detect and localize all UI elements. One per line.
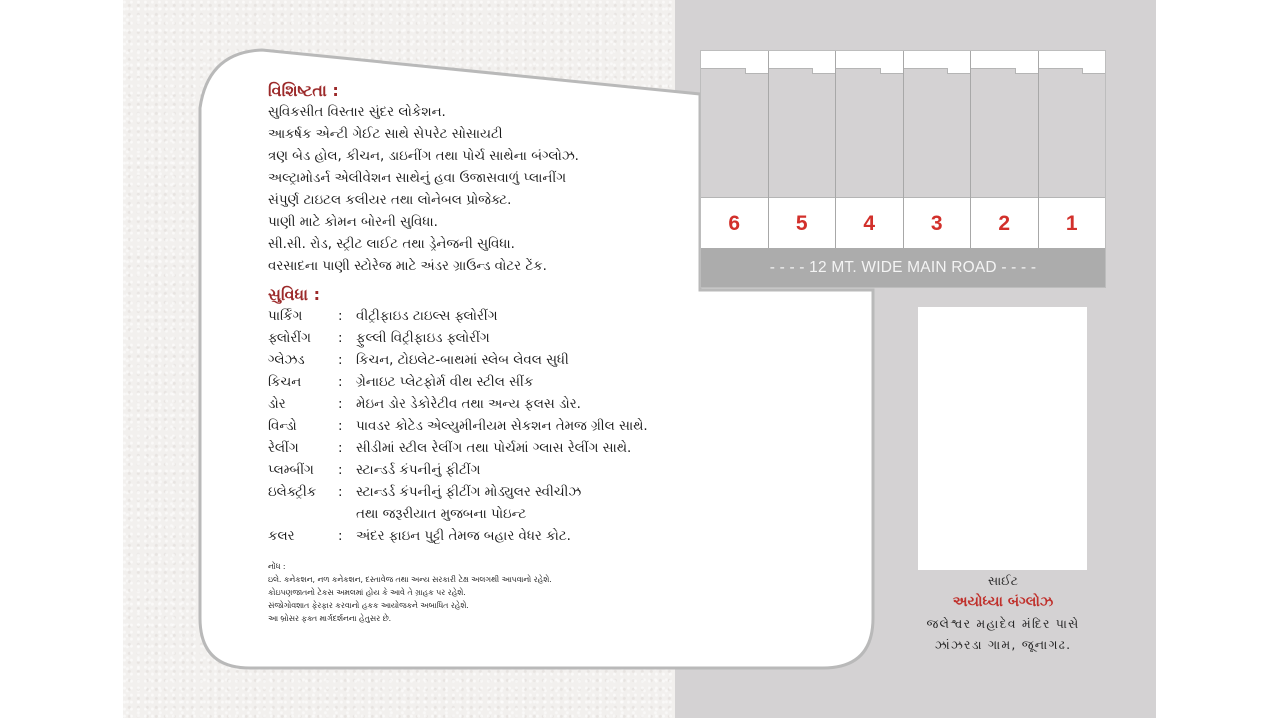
plot-number: 5 <box>769 197 836 250</box>
amenity-label: કિચન <box>268 375 302 390</box>
plot-5 <box>769 51 837 249</box>
site-address-line1: જલેશ્વર મહાદેવ મંદિર પાસે <box>926 616 1080 631</box>
amenity-separator: : <box>338 529 343 544</box>
feature-item: અલ્ટ્રામોડર્ન એલીવેશન સાથેનું હવા ઉજાસવાળું પ્લાનીંગ <box>268 171 566 186</box>
note-item: આ બ્રોસર ફક્ત માર્ગદર્શનના હેતુસર છે. <box>268 614 392 623</box>
amenity-value: મેઇન ડોર ડેકોરેટીવ તથા અન્ય ફલસ ડોર. <box>356 397 581 412</box>
plot-2 <box>971 51 1039 249</box>
amenity-separator: : <box>338 441 343 456</box>
amenity-value: સીડીમાં સ્ટીલ રેલીંગ તથા પોર્ચમાં ગ્લાસ રેલીંગ સાથે. <box>356 441 632 456</box>
features-list <box>268 102 688 278</box>
amenities-heading: સુવિધા : <box>268 285 321 304</box>
amenity-row <box>268 328 688 350</box>
amenity-row <box>268 350 688 372</box>
amenity-value: પાવડર કોટેડ એલ્યુમીનીયમ સેકશન તેમજ ગ્રીલ સાથે. <box>356 419 648 434</box>
amenity-value: સ્ટાન્ડર્ડ કંપનીનું ફીટીંગ મોડ્યુલર સ્વીચીઝ <box>356 485 582 500</box>
feature-item: પાણી માટે કોમન બોરની સુવિધા. <box>268 215 438 230</box>
main-road-label: - - - - 12 MT. WIDE MAIN ROAD - - - - <box>701 248 1105 287</box>
plot-number: 6 <box>701 197 768 250</box>
feature-item: સુવિકસીત વિસ્તાર સુંદર લોકેશન. <box>268 105 446 120</box>
amenity-separator: : <box>338 485 343 500</box>
brochure-content <box>268 80 688 625</box>
amenity-row <box>268 438 688 460</box>
amenity-label: ડોર <box>268 397 286 412</box>
amenity-row <box>268 394 688 416</box>
plot-4 <box>836 51 904 249</box>
amenity-value: વીટ્રીફાઇડ ટાઇલ્સ ફ્લોરીંગ <box>356 309 498 324</box>
notes-heading: નોંધ : <box>268 562 286 571</box>
amenity-separator: : <box>338 375 343 390</box>
amenity-separator: : <box>338 353 343 368</box>
amenity-label: રેલીંગ <box>268 441 299 456</box>
site-address-line2: ઝાંઝરડા ગામ, જૂનાગઢ. <box>934 637 1072 652</box>
amenity-row <box>268 460 688 482</box>
amenity-separator: : <box>338 309 343 324</box>
site-image-placeholder <box>918 307 1087 570</box>
amenity-value: ફુલ્લી વિટ્રીફાઇડ ફ્લોરીંગ <box>356 331 490 346</box>
note-item: કોઇપણજાતનો ટેકસ અમલમાં હોય કે આવે તે ગ્રાહક પર રહેશે. <box>268 588 466 597</box>
site-label: સાઈટ <box>987 573 1019 588</box>
feature-item: વરસાદના પાણી સ્ટોરેજ માટે અંડર ગ્રાઉન્ડ વોટર ટેંક. <box>268 259 547 274</box>
amenity-label: ફ્લોરીંગ <box>268 331 311 346</box>
amenity-label: ગ્લેઝડ <box>268 353 305 368</box>
feature-item: આકર્ષક એન્ટી ગેઈટ સાથે સેપરેટ સોસાયટી <box>268 127 503 142</box>
amenity-row <box>268 526 688 548</box>
amenities-section <box>268 284 688 548</box>
amenity-label: પાર્કિંગ <box>268 309 303 324</box>
note-item: સંજોગોવશાત ફેરફાર કરવાનો હકક આયોજકને અબાધિત રહેશે. <box>268 601 469 610</box>
amenity-row <box>268 372 688 394</box>
plot-number: 1 <box>1039 197 1106 250</box>
feature-item: ત્રણ બેડ હોલ, કીચન, ડાઇનીંગ તથા પોર્ચ સાથેના બંગ્લોઝ. <box>268 149 579 164</box>
site-caption <box>900 571 1106 655</box>
amenity-value: ગ્રેનાઇટ પ્લેટફોર્મ વીથ સ્ટીલ સીંક <box>356 375 534 390</box>
amenity-row <box>268 306 688 328</box>
plot-number: 3 <box>904 197 971 250</box>
amenity-row <box>268 416 688 438</box>
plot-6 <box>701 51 769 249</box>
site-name: અયોધ્યા બંગ્લોઝ <box>952 594 1054 610</box>
amenity-value: સ્ટાન્ડર્ડ કંપનીનું ફીટીંગ <box>356 463 481 478</box>
feature-item: સંપુર્ણ ટાઇટલ કલીયર તથા લોનેબલ પ્રોજેક્ટ. <box>268 193 512 208</box>
note-item: ઇલે. કનેકશન, નળ કનેકશન, દસ્તાવેજ તથા અન્ય સરકારી ટેક્ષ અલગથી આપવાનો રહેશે. <box>268 575 552 584</box>
amenity-value-continued: તથા જરૂરીયાત મુજબના પોઇન્ટ <box>356 507 527 522</box>
amenity-label: પ્લમ્બીંગ <box>268 463 314 478</box>
amenity-separator: : <box>338 463 343 478</box>
plot-1 <box>1039 51 1106 249</box>
plot-number: 2 <box>971 197 1038 250</box>
amenity-label: કલર <box>268 529 295 544</box>
amenity-value: અંદર ફાઇન પુટ્ટી તેમજ બહાર વેધર કોટ. <box>356 529 571 544</box>
notes-section <box>268 560 688 625</box>
site-plan-map <box>700 50 1106 288</box>
feature-item: સી.સી. રોડ, સ્ટ્રીટ લાઈટ તથા ડ્રેનેજની સુવિધા. <box>268 237 515 252</box>
amenity-separator: : <box>338 331 343 346</box>
amenity-separator: : <box>338 397 343 412</box>
features-heading: વિશિષ્ટતા : <box>268 81 339 100</box>
plot-number: 4 <box>836 197 903 250</box>
amenity-row <box>268 482 688 526</box>
amenity-label: વિન્ડો <box>268 419 297 434</box>
plot-3 <box>904 51 972 249</box>
amenity-label: ઇલેક્ટ્રીક <box>268 485 317 500</box>
amenity-separator: : <box>338 419 343 434</box>
amenity-value: કિચન, ટોઇલેટ-બાથમાં સ્લેબ લેવલ સુધી <box>356 353 569 368</box>
plot-row <box>701 51 1105 249</box>
